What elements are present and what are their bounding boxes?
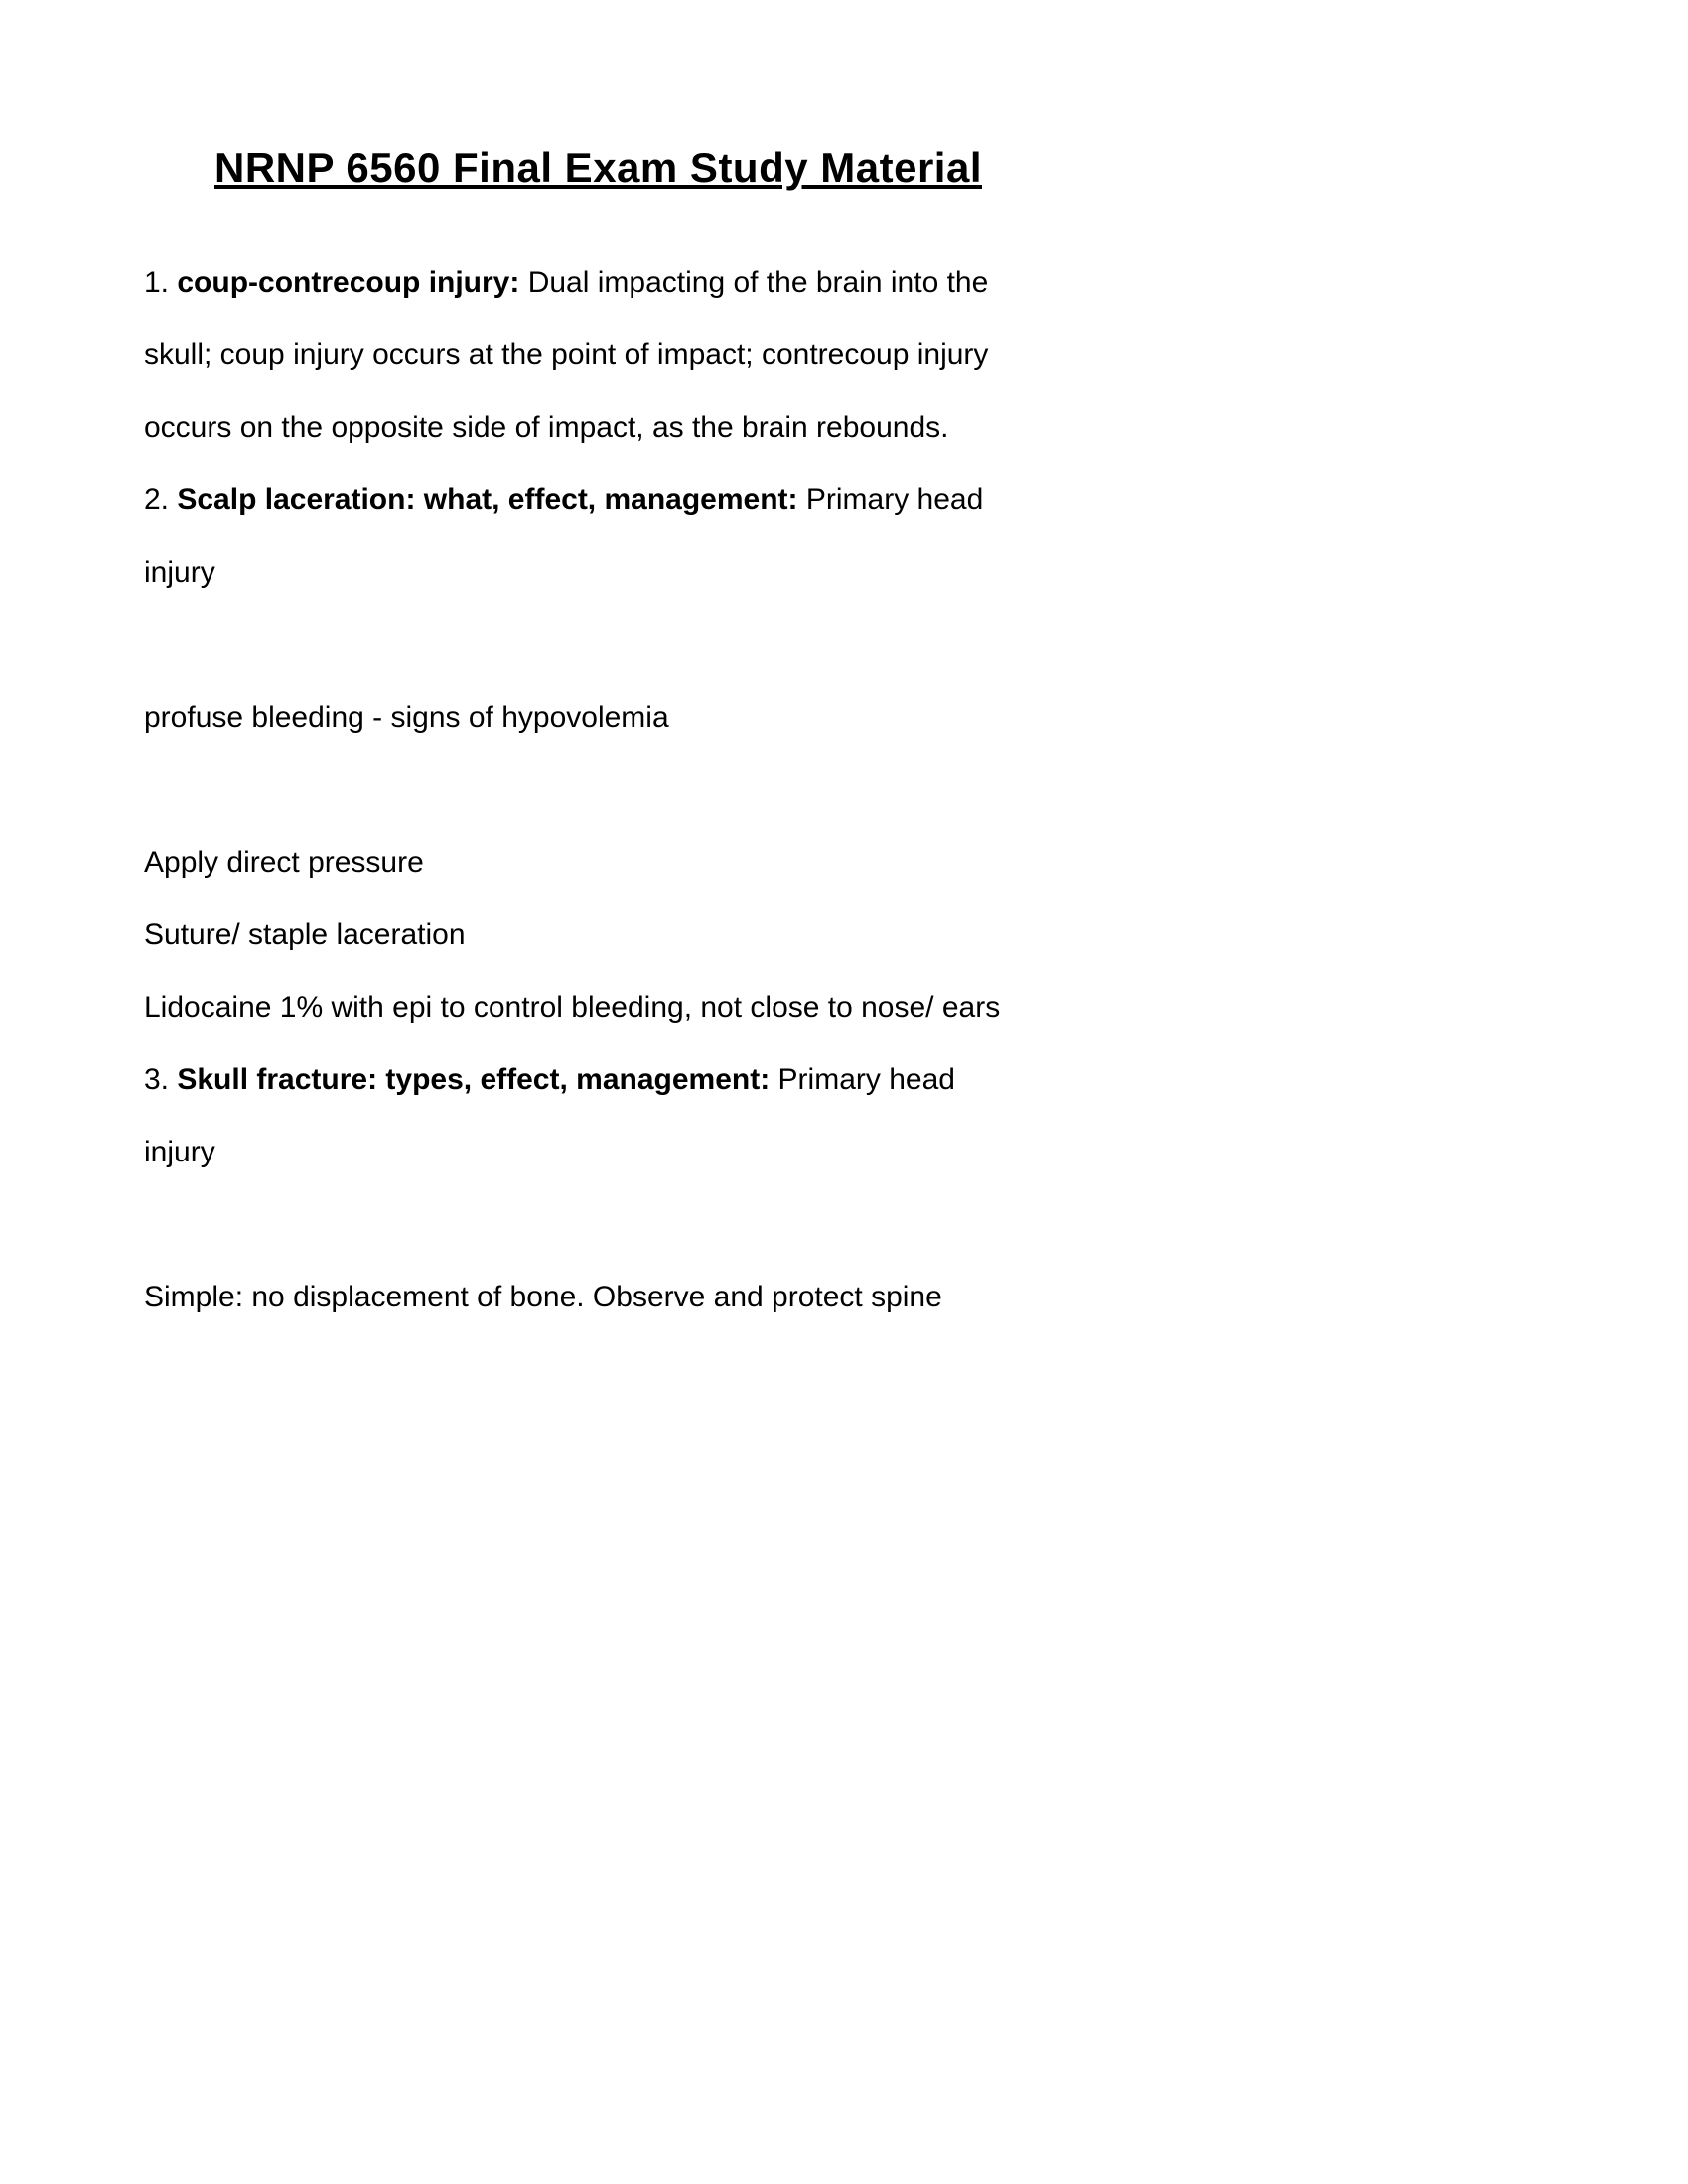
text-run: skull; coup injury occurs at the point of impact; contrecoup injury bbox=[144, 339, 989, 372]
text-line bbox=[144, 826, 1053, 898]
text-line bbox=[144, 971, 1053, 1043]
text-line bbox=[144, 898, 1053, 971]
text-line bbox=[144, 391, 1053, 464]
bold-text-run: coup-contrecoup injury: bbox=[177, 266, 520, 300]
text-run: Dual impacting of the brain into the bbox=[519, 266, 989, 300]
text-run: 2. bbox=[144, 483, 178, 517]
document-content bbox=[144, 0, 1053, 1333]
text-run: Simple: no displacement of bone. Observe and protect spine bbox=[144, 1281, 942, 1314]
text-line bbox=[144, 1116, 1053, 1188]
text-run: 1. bbox=[144, 266, 178, 300]
text-run: Lidocaine 1% with epi to control bleeding, not close to nose/ ears bbox=[144, 991, 1001, 1024]
text-run: 3. bbox=[144, 1063, 178, 1097]
text-run: profuse bleeding - signs of hypovolemia bbox=[144, 701, 669, 735]
bold-text-run: Skull fracture: types, effect, management: bbox=[177, 1063, 771, 1097]
text-line bbox=[144, 536, 1053, 609]
blank-line bbox=[144, 609, 1053, 681]
text-run: Primary head bbox=[797, 483, 984, 517]
text-line bbox=[144, 1261, 1053, 1333]
text-run: Primary head bbox=[770, 1063, 955, 1097]
text-line bbox=[144, 681, 1053, 753]
text-run: Suture/ staple laceration bbox=[144, 918, 466, 952]
bold-text-run: Scalp laceration: what, effect, management: bbox=[177, 483, 798, 517]
text-line bbox=[144, 1043, 1053, 1116]
blank-line bbox=[144, 753, 1053, 826]
text-run: occurs on the opposite side of impact, as the brain rebounds. bbox=[144, 411, 949, 445]
document-body bbox=[144, 246, 1053, 1333]
document-title: NRNP 6560 Final Exam Study Material bbox=[213, 144, 982, 191]
text-line bbox=[144, 319, 1053, 391]
text-line bbox=[144, 246, 1053, 319]
text-line bbox=[144, 464, 1053, 536]
text-run: Apply direct pressure bbox=[144, 846, 424, 880]
text-run: injury bbox=[144, 1136, 215, 1169]
text-run: injury bbox=[144, 556, 215, 590]
blank-line bbox=[144, 1188, 1053, 1261]
